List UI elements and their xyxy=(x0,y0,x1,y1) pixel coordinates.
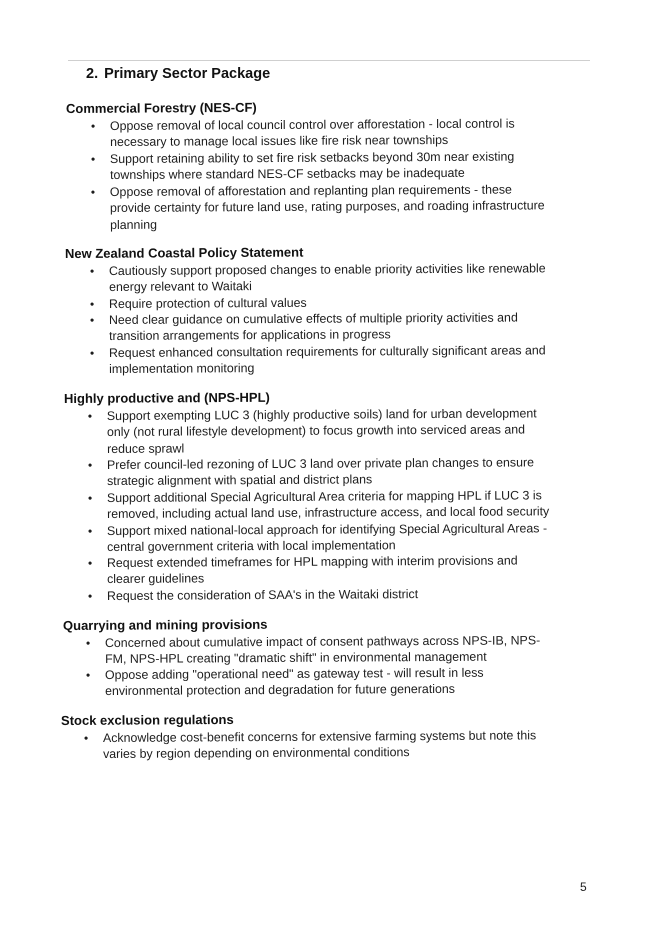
bullet-icon: • xyxy=(90,151,96,166)
list-item-line: Support retaining ability to set fire risk setbacks beyond 30m near existing xyxy=(109,149,515,166)
section-1 xyxy=(0,100,645,233)
list-item-line: central government criteria with local implementation xyxy=(107,538,396,554)
bullet-icon: • xyxy=(83,731,89,746)
bullet-icon: • xyxy=(87,589,93,604)
list-item-line: reduce sprawl xyxy=(107,441,185,456)
list-item-line: removed, including actual land use, infrastructure access, and local food security xyxy=(107,504,550,522)
list-item-line: Concerned about cumulative impact of consent pathways across NPS-IB, NPS- xyxy=(104,632,541,650)
list-item xyxy=(90,180,645,232)
bullet-icon: • xyxy=(89,345,95,360)
list-item-line: Support additional Special Agricultural Area criteria for mapping HPL if LUC 3 is xyxy=(106,488,542,505)
bullet-icon: • xyxy=(85,635,91,650)
list-item-line: implementation monitoring xyxy=(109,361,255,377)
list-item xyxy=(89,309,645,345)
list-item xyxy=(87,404,645,457)
list-item-line: Request extended timeframes for HPL mapping with interim provisions and xyxy=(106,553,518,571)
section-heading: Commercial Forestry (NES-CF) xyxy=(65,99,257,116)
list-item-line: Support exempting LUC 3 (highly productive soils) land for urban development xyxy=(106,406,537,423)
list-item xyxy=(89,260,645,296)
bullet-icon: • xyxy=(89,313,95,328)
heading-title: Primary Sector Package xyxy=(104,66,271,82)
section-heading: Quarrying and mining provisions xyxy=(62,616,268,633)
page-title xyxy=(86,66,270,82)
list-item xyxy=(87,519,645,555)
list-item-line: Oppose removal of local council control over afforestation - local control is xyxy=(109,116,515,134)
bullet-list xyxy=(90,116,645,233)
list-item-line: only (not rural lifestyle development) to focus growth into serviced areas and xyxy=(106,422,526,440)
list-item xyxy=(87,585,645,605)
bullet-list xyxy=(83,728,645,763)
list-item-line: Oppose adding "operational need" as gateway test - will result in less xyxy=(104,666,484,683)
section-4 xyxy=(0,617,645,701)
bullet-list xyxy=(89,261,645,378)
bullet-icon: • xyxy=(85,668,91,683)
list-item xyxy=(89,342,645,378)
list-item xyxy=(87,552,645,588)
bullet-icon: • xyxy=(87,490,93,505)
bullet-icon: • xyxy=(87,408,93,423)
list-item-line: Need clear guidance on cumulative effects of multiple priority activities and xyxy=(108,310,518,328)
bullet-icon: • xyxy=(89,263,95,278)
bullet-icon: • xyxy=(87,556,93,571)
list-item xyxy=(87,454,645,490)
list-item-line: Acknowledge cost-benefit concerns for extensive farming systems but note this xyxy=(102,728,537,746)
list-item xyxy=(87,486,645,522)
list-item-line: Require protection of cultural values xyxy=(108,295,307,311)
content xyxy=(0,100,645,775)
section-heading: New Zealand Coastal Policy Statement xyxy=(64,244,304,261)
bullet-list xyxy=(85,632,645,701)
list-item-line: transition arrangements for applications in progress xyxy=(109,327,391,344)
list-item-line: Prefer council-led rezoning of LUC 3 land over private plan changes to ensure xyxy=(106,455,535,472)
list-item xyxy=(90,148,645,184)
bullet-icon: • xyxy=(87,457,93,473)
section-heading: Stock exclusion regulations xyxy=(60,712,234,729)
list-item xyxy=(83,727,645,763)
list-item-line: Request the consideration of SAA's in the Waitaki district xyxy=(106,587,419,604)
bullet-list xyxy=(87,406,645,605)
list-item-line: energy relevant to Waitaki xyxy=(109,279,252,295)
top-rule xyxy=(68,60,590,61)
list-item-line: provide certainty for future land use, rating purposes, and roading infrastructure xyxy=(109,198,545,216)
section-3 xyxy=(0,390,645,605)
list-item-line: Oppose removal of afforestation and replanting plan requirements - these xyxy=(109,182,512,199)
section-2 xyxy=(0,245,645,378)
list-item-line: necessary to manage local issues like fire risk near townships xyxy=(110,133,449,150)
list-item-line: clearer guidelines xyxy=(107,572,205,587)
list-item xyxy=(90,115,645,151)
list-item-line: environmental protection and degradation for future generations xyxy=(105,682,456,699)
bullet-icon: • xyxy=(87,523,93,538)
list-item-line: Request enhanced consultation requirements for culturally significant areas and xyxy=(108,343,546,360)
bullet-icon: • xyxy=(90,119,96,134)
page-number: 5 xyxy=(580,880,587,894)
section-heading: Highly productive and (NPS-HPL) xyxy=(63,389,270,406)
list-item-line: varies by region depending on environmental conditions xyxy=(103,745,410,762)
bullet-icon: • xyxy=(89,296,95,311)
list-item-line: Support mixed national-local approach for identifying Special Agricultural Areas - xyxy=(106,520,548,538)
list-item-line: planning xyxy=(110,217,158,232)
list-item xyxy=(85,664,645,700)
list-item xyxy=(85,631,645,667)
list-item-line: Cautiously support proposed changes to enable priority activities like renewable xyxy=(108,261,546,278)
list-item-line: FM, NPS-HPL creating "dramatic shift" in environmental management xyxy=(105,649,487,666)
list-item-line: townships where standard NES-CF setbacks may be inadequate xyxy=(110,166,465,183)
section-5 xyxy=(0,712,645,763)
list-item-line: strategic alignment with spatial and district plans xyxy=(107,472,373,489)
bullet-icon: • xyxy=(90,184,96,199)
heading-number: 2. xyxy=(86,66,99,82)
